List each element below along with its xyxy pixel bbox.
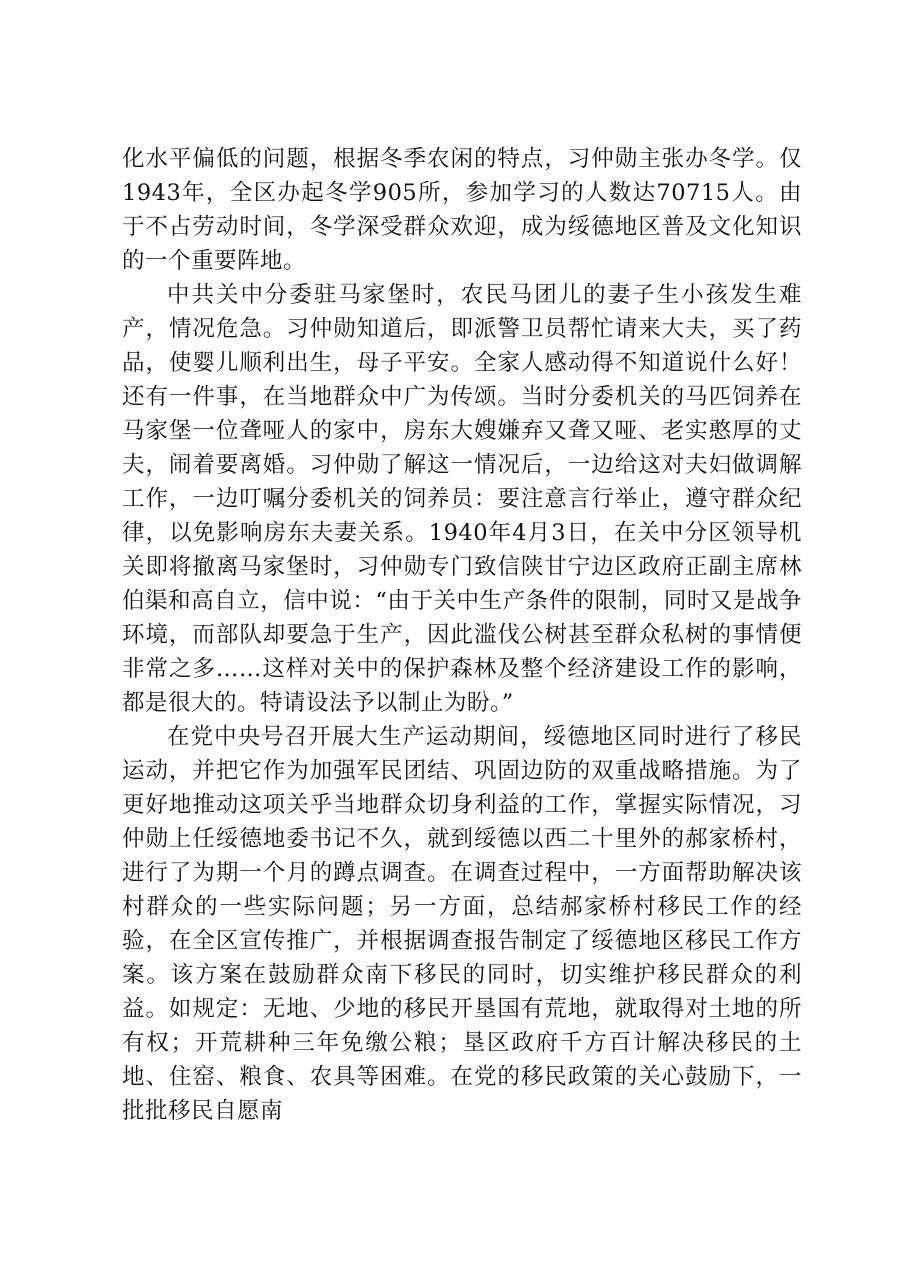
paragraph-2: 中共关中分委驻马家堡时，农民马团儿的妻子生小孩发生难产，情况危急。习仲勋知道后，即派警卫员帮忙请来大夫，买了药品，使婴儿顺利出生，母子平安。全家人感动得不知道说什么好！还有一件事，在当地群众中广为传颂。当时分委机关的马匹饲养在马家堡一位聋哑人的家中，房东大嫂嫌弃又聋又哑、老实憨厚的丈夫，闹着要离婚。习仲勋了解这一情况后，一边给这对夫妇做调解工作，一边叮嘱分委机关的饲养员：要注意言行举止，遵守群众纪律，以免影响房东夫妻关系。1940年4月3日，在关中分区领导机关即将撤离马家堡时，习仲勋专门致信陕甘宁边区政府正副主席林伯渠和高自立，信中说：“由于关中生产条件的限制，同时又是战争环境，而部队却要急于生产，因此滥伐公树甚至群众私树的事情便非常之多……这样对关中的保护森林及整个经济建设工作的影响，都是很大的。特请设法予以制止为盼。” <box>122 282 802 716</box>
paragraph-3: 在党中央号召开展大生产运动期间，绥德地区同时进行了移民运动，并把它作为加强军民团结、巩固边防的双重战略措施。为了更好地推动这项关乎当地群众切身利益的工作，掌握实际情况，习仲勋上任绥德地委书记不久，就到绥德以西二十里外的郝家桥村，进行了为期一个月的蹲点调查。在调查过程中，一方面帮助解决该村群众的一些实际问题；另一方面，总结郝家桥村移民工作的经验，在全区宣传推广，并根据调查报告制定了绥德地区移民工作方案。该方案在鼓励群众南下移民的同时，切实维护移民群众的利益。如规定：无地、少地的移民开垦国有荒地，就取得对土地的所有权；开荒耕种三年免缴公粮；垦区政府千方百计解决移民的土地、住窑、粮食、农具等困难。在党的移民政策的关心鼓励下，一批批移民自愿南 <box>122 724 802 1124</box>
body-text <box>122 142 802 1128</box>
paragraph-1: 化水平偏低的问题，根据冬季农闲的特点，习仲勋主张办冬学。仅1943年，全区办起冬学905所，参加学习的人数达70715人。由于不占劳动时间，冬学深受群众欢迎，成为绥德地区普及文化知识的一个重要阵地。 <box>122 146 802 274</box>
